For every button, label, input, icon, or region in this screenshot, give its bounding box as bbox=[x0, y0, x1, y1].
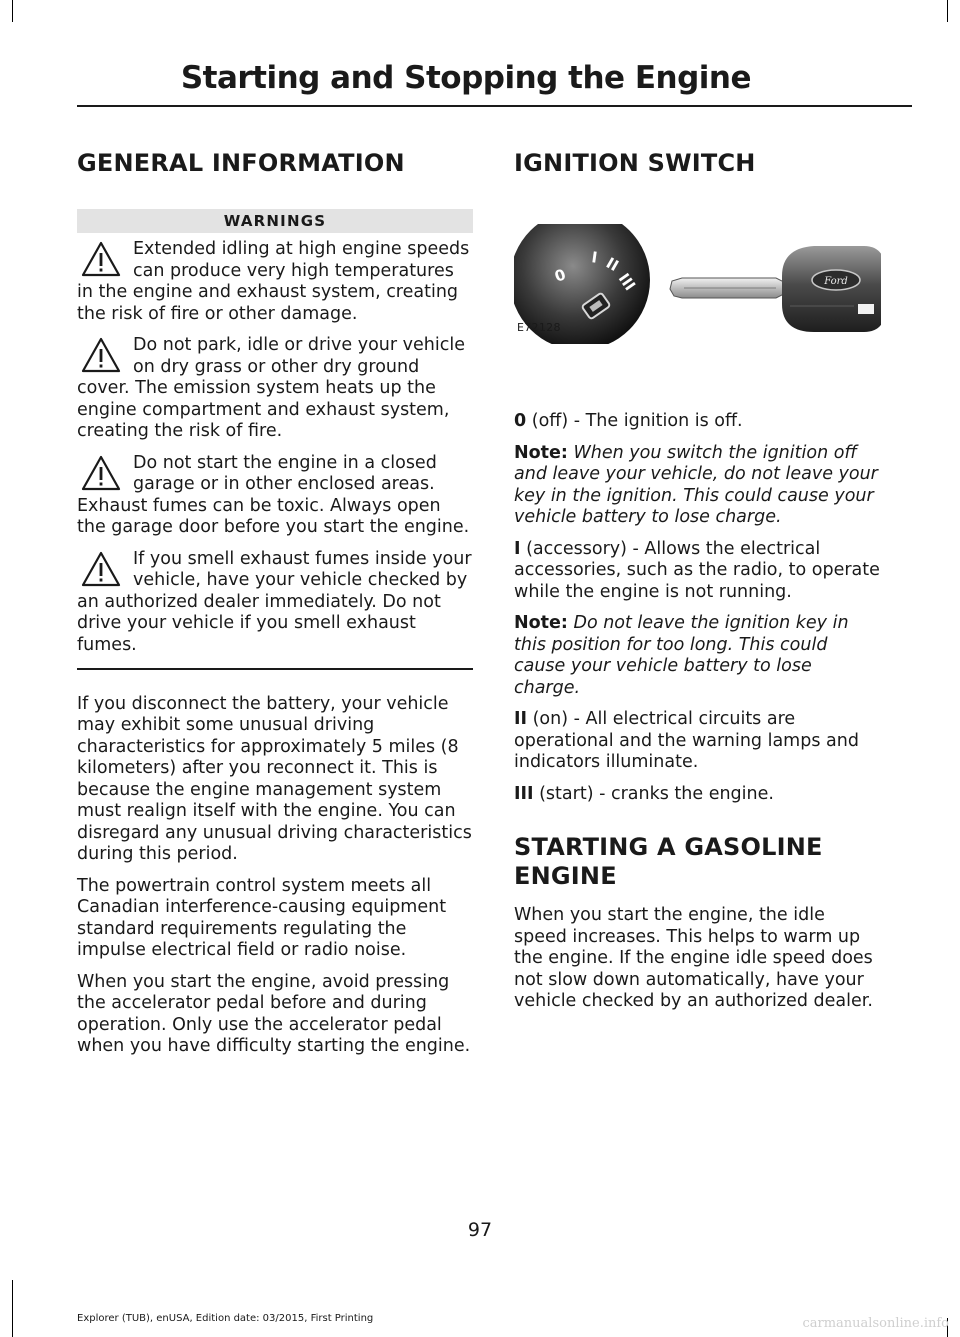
note-text: Do not leave the ignition key in this position for too long. This could cause your vehicle battery to lose charge. bbox=[514, 613, 849, 698]
section-heading-ignition-switch: IGNITION SWITCH bbox=[514, 149, 756, 177]
position-description: (start) - cranks the engine. bbox=[533, 783, 774, 804]
warnings-header: WARNINGS bbox=[77, 209, 473, 233]
section-heading-general-information: GENERAL INFORMATION bbox=[77, 149, 405, 177]
position-label-2: II bbox=[603, 253, 622, 276]
paragraph-battery-disconnect: If you disconnect the battery, your vehicle may exhibit some unusual driving characteristics for approximately 5 miles (8 kilometers) after you reconnect it. This is because the engine management system must realign itself with the engine. You can disregard any unusual driving characteristics during this period. bbox=[77, 693, 472, 864]
section-heading-starting-gasoline-engine bbox=[514, 833, 881, 891]
warning-triangle-icon bbox=[81, 455, 121, 491]
position-label-0: 0 bbox=[552, 265, 569, 286]
warning-text: Do not park, idle or drive your vehicle on dry grass or other dry ground cover. The emission system heats up the engine compartment and exhaust system, creating the risk of fire. bbox=[77, 335, 465, 441]
watermark: carmanualsonline.info bbox=[802, 1316, 949, 1331]
note-text: When you switch the ignition off and leave your vehicle, do not leave your key in the ignition. This could cause your vehicle battery to lose charge. bbox=[514, 442, 878, 527]
ignition-key-illustration bbox=[514, 224, 881, 344]
warning-triangle-icon bbox=[81, 337, 121, 373]
warning-item bbox=[77, 335, 473, 443]
heading-line: STARTING A GASOLINE bbox=[514, 833, 823, 861]
position-lead: II bbox=[514, 709, 528, 729]
position-description: (on) - All electrical circuits are operational and the warning lamps and indicators illuminate. bbox=[514, 709, 859, 772]
note-label: Note: bbox=[514, 442, 568, 463]
position-lead: III bbox=[514, 783, 534, 804]
position-label-1: I bbox=[590, 248, 599, 267]
warning-item bbox=[77, 453, 473, 539]
page-number: 97 bbox=[467, 1219, 493, 1241]
paragraph-powertrain: The powertrain control system meets all Canadian interference-causing equipment standard requirements regulating the impulse electrical field or radio noise. bbox=[77, 875, 447, 960]
position-description: (off) - The ignition is off. bbox=[526, 411, 743, 431]
right-column bbox=[514, 140, 881, 1013]
warning-text: Do not start the engine in a closed garage or in other enclosed areas. Exhaust fumes can be toxic. Always open the garage door before you start the engine. bbox=[77, 452, 470, 537]
ignition-switch-figure bbox=[514, 224, 881, 404]
position-description: (accessory) - Allows the electrical accessories, such as the radio, to operate while the engine is not running. bbox=[514, 538, 880, 602]
figure-id-label: E72128 bbox=[517, 321, 561, 334]
paragraph-accelerator: When you start the engine, avoid pressing the accelerator pedal before and during operation. Only use the accelerator pedal when you have difficulty starting the engine. bbox=[77, 971, 471, 1056]
item-position-3 bbox=[514, 784, 881, 806]
warning-triangle-icon bbox=[81, 241, 121, 277]
warning-text: If you smell exhaust fumes inside your vehicle, have your vehicle checked by an authorized dealer immediately. Do not drive your vehicle if you smell exhaust fumes. bbox=[77, 548, 472, 655]
crop-mark-top-right bbox=[947, 0, 948, 22]
key-tag bbox=[858, 304, 874, 314]
position-lead: I bbox=[514, 538, 521, 559]
item-position-2 bbox=[514, 709, 881, 774]
warning-item bbox=[77, 239, 473, 325]
note-item bbox=[514, 443, 881, 529]
position-lead: 0 bbox=[514, 411, 527, 431]
item-position-1 bbox=[514, 539, 881, 604]
ford-logo-text: Ford bbox=[824, 276, 848, 287]
crop-mark-bottom-left bbox=[12, 1280, 13, 1337]
heading-line: ENGINE bbox=[514, 862, 617, 890]
position-label-3: III bbox=[614, 269, 640, 295]
header-divider bbox=[77, 105, 912, 107]
warning-triangle-icon bbox=[81, 551, 121, 587]
left-column bbox=[77, 140, 473, 1058]
page-title: Starting and Stopping the Engine bbox=[180, 60, 751, 96]
footer-edition: Explorer (TUB), enUSA, Edition date: 03/2015, First Printing bbox=[77, 1313, 374, 1324]
paragraph-idle-speed: When you start the engine, the idle speed increases. This helps to warm up the engine. If the engine idle speed does not slow down automatically, have your vehicle checked by an authorized dealer. bbox=[514, 905, 873, 1011]
note-item bbox=[514, 613, 881, 699]
warnings-end-divider bbox=[77, 668, 473, 670]
warning-text: Extended idling at high engine speeds can produce very high temperatures in the engine and exhaust system, creating the risk of fire or other damage. bbox=[77, 239, 470, 324]
note-label: Note: bbox=[514, 613, 568, 633]
crop-mark-top-left bbox=[12, 0, 13, 22]
item-position-0 bbox=[514, 411, 881, 433]
warning-item bbox=[77, 549, 473, 657]
